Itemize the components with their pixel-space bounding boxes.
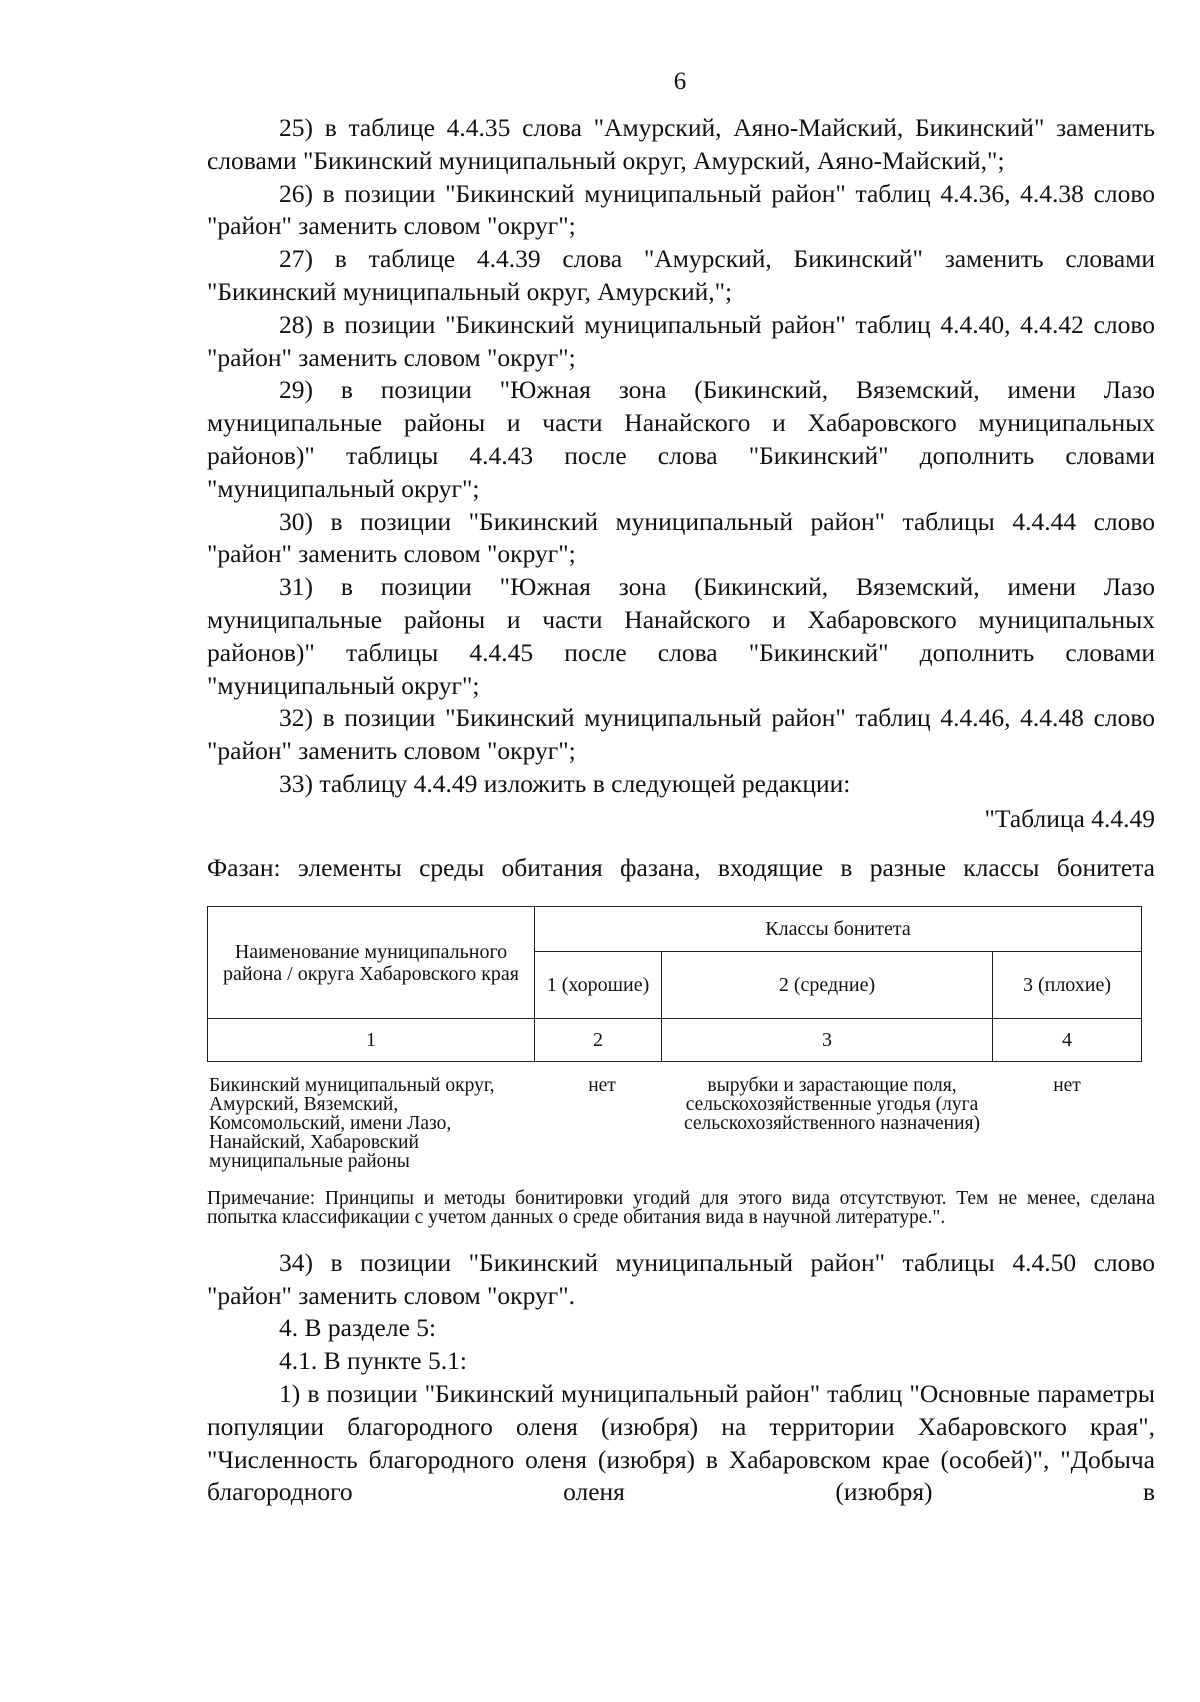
paragraph-32: 32) в позиции "Бикинский муниципальный район" таблиц 4.4.46, 4.4.48 слово "район" заменить словом "округ"; bbox=[207, 703, 1155, 766]
column-number: 2 bbox=[535, 1019, 662, 1062]
paragraph-section-4: 4. В разделе 5: bbox=[279, 1313, 437, 1343]
paragraph-4-1-1: 1) в позиции "Бикинский муниципальный район" таблиц "Основные параметры популяции благородного оленя (изюбря) на территории Хабаровского края", "Численность благородного оленя (изюбря) в Хабаровском крае (особей)", "Добыча благородного оленя (изюбря) в bbox=[207, 1379, 1155, 1507]
bonitet-table bbox=[207, 906, 1142, 1062]
paragraph-4-1: 4.1. В пункте 5.1: bbox=[279, 1346, 467, 1376]
cell-class-1: нет bbox=[588, 1075, 616, 1097]
table-note: Примечание: Принципы и методы бонитировки угодий для этого вида отсутствуют. Тем не менее, сделана попытка классификации с учетом данных о среде обитания вида в научной литературе.". bbox=[207, 1188, 1155, 1229]
paragraph-25: 25) в таблице 4.4.35 слова "Амурский, Аяно-Майский, Бикинский" заменить словами "Бикинский муниципальный округ, Амурский, Аяно-Майский,"; bbox=[207, 113, 1155, 175]
paragraphs-after bbox=[207, 1247, 1155, 1509]
paragraph-31: 31) в позиции "Южная зона (Бикинский, Вяземский, имени Лазо муниципальные районы и части Нанайского и Хабаровского муниципальных районов)" таблицы 4.4.45 после слова "Бикинский" дополнить словами "муниципальный округ"; bbox=[207, 572, 1155, 700]
header-classes: Классы бонитета bbox=[535, 907, 1142, 952]
paragraph-33: 33) таблицу 4.4.49 изложить в следующей редакции: bbox=[279, 768, 851, 798]
column-number: 1 bbox=[208, 1019, 535, 1062]
table-title: Фазан: элементы среды обитания фазана, входящие в разные классы бонитета bbox=[207, 852, 1155, 882]
paragraph-29: 29) в позиции "Южная зона (Бикинский, Вяземский, имени Лазо муниципальные районы и части Нанайского и Хабаровского муниципальных районов)" таблицы 4.4.43 после слова "Бикинский" дополнить словами "муниципальный округ"; bbox=[207, 375, 1155, 503]
header-district: Наименование муниципального района / округа Хабаровского края bbox=[208, 907, 535, 1019]
cell-class-3: нет bbox=[1053, 1075, 1081, 1097]
header-class-1: 1 (хорошие) bbox=[535, 952, 662, 1019]
header-class-2: 2 (средние) bbox=[662, 952, 993, 1019]
table-caption: "Таблица 4.4.49 bbox=[984, 803, 1155, 833]
cell-district: Бикинский муниципальный округ, Амурский, Вяземский, Комсомольский, имени Лазо, Нанайский, Хабаровский муниципальные районы bbox=[209, 1075, 495, 1173]
paragraph-26: 26) в позиции "Бикинский муниципальный район" таблиц 4.4.36, 4.4.38 слово "район" заменить словом "округ"; bbox=[207, 178, 1155, 241]
table-row bbox=[207, 1076, 1155, 1171]
header-class-3: 3 (плохие) bbox=[993, 952, 1142, 1019]
cell-class-2: вырубки и зарастающие поля, сельскохозяйственные угодья (луга сельскохозяйственного назначения) bbox=[683, 1075, 981, 1135]
page-number: 6 bbox=[673, 68, 687, 95]
paragraph-28: 28) в позиции "Бикинский муниципальный район" таблиц 4.4.40, 4.4.42 слово "район" заменить словом "округ"; bbox=[207, 309, 1155, 372]
paragraph-27: 27) в таблице 4.4.39 слова "Амурский, Бикинский" заменить словами "Бикинский муниципальный округ, Амурский,"; bbox=[207, 244, 1155, 306]
column-number: 3 bbox=[662, 1019, 993, 1062]
paragraph-30: 30) в позиции "Бикинский муниципальный район" таблицы 4.4.44 слово "район" заменить словом "округ"; bbox=[207, 506, 1155, 569]
paragraph-34: 34) в позиции "Бикинский муниципальный район" таблицы 4.4.50 слово "район" заменить словом "округ". bbox=[207, 1247, 1155, 1310]
column-number: 4 bbox=[993, 1019, 1142, 1062]
document-body bbox=[207, 112, 1155, 1509]
